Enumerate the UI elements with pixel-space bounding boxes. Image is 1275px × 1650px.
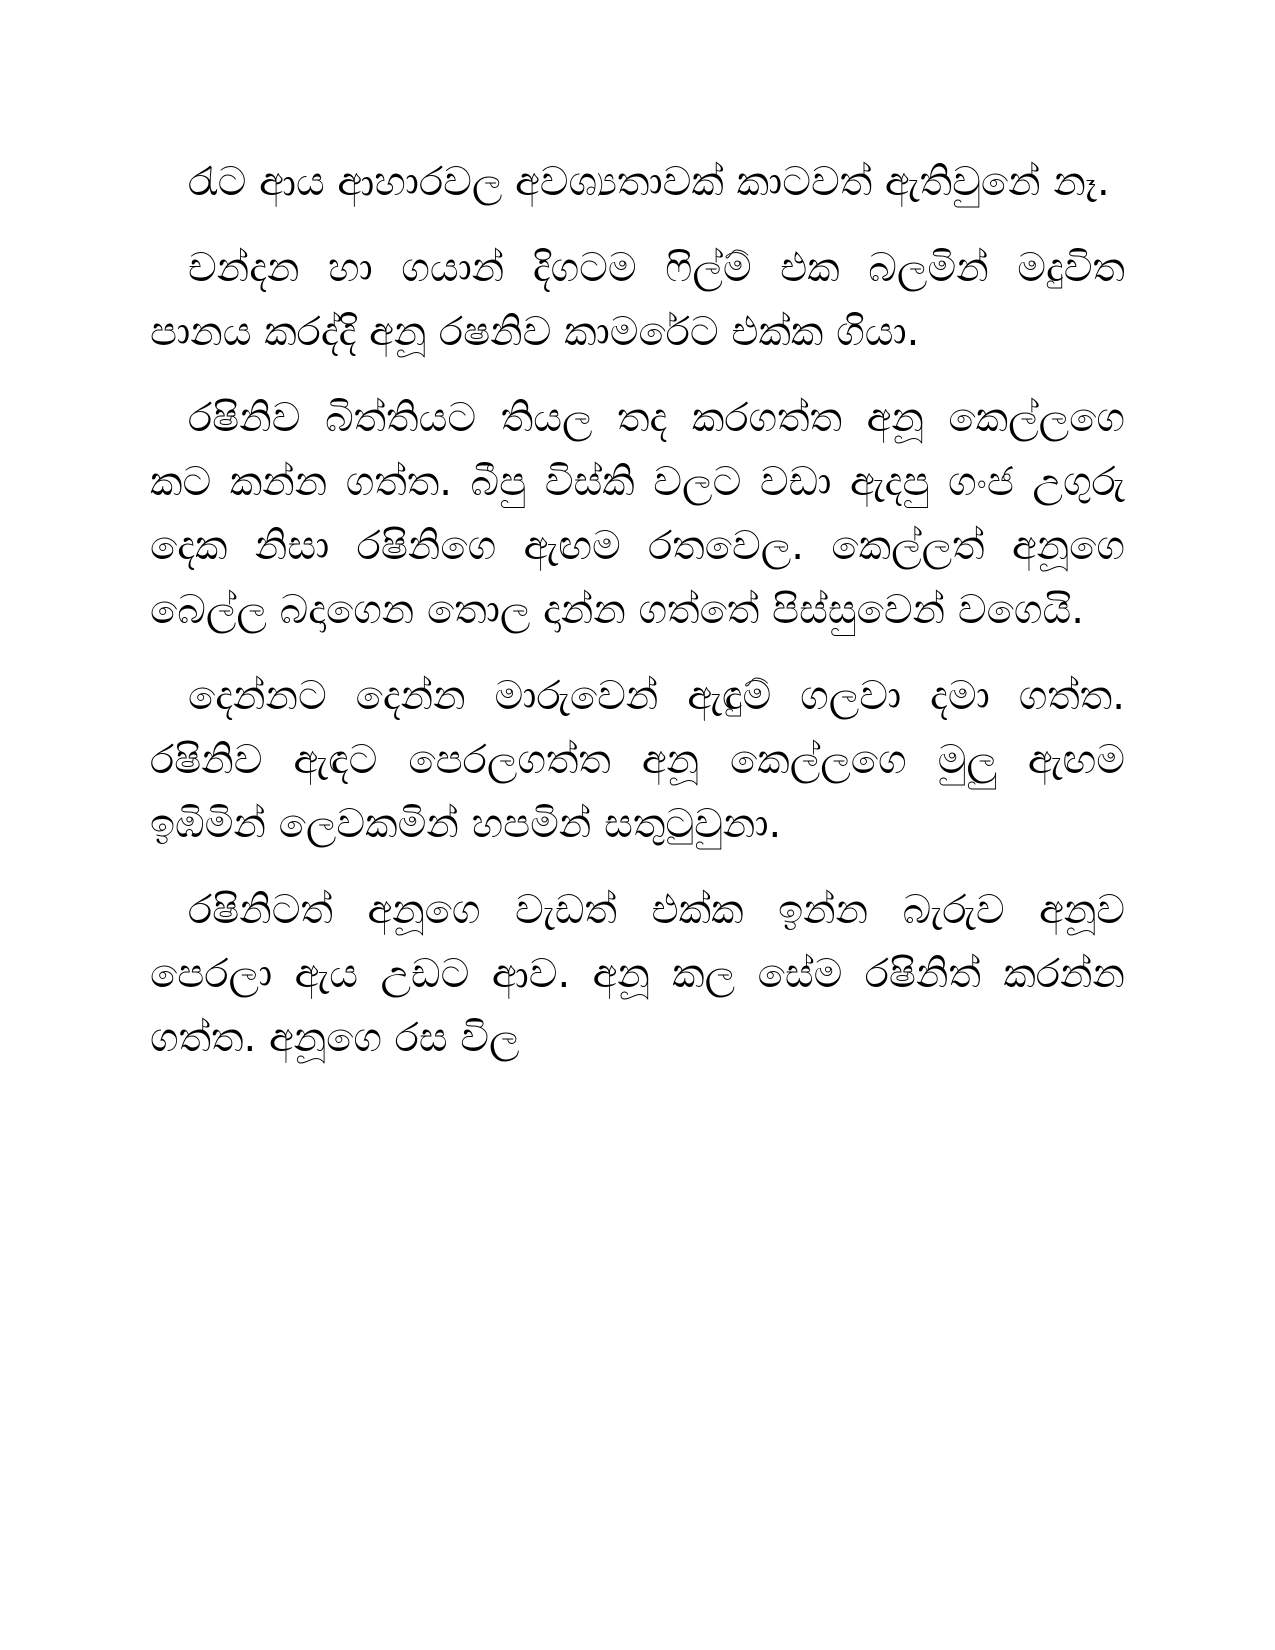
paragraph-3: රෂිනිව බිත්තියට තියල තද කරගත්ත අනූ කෙල්ලගෙ කට කන්න ගත්ත. බීපු විස්කි වලට වඩා ඇදපු ගංජ උගුරු දෙක නිසා රෂිනිගෙ ඇඟම රතවෙල. කෙල්ලත් අනූගෙ බෙල්ල බදාගෙන තොල දාන්න ගත්තේ පිස්සුවෙන් වගෙයි.	[150, 395, 1125, 633]
paragraph-1: රැට ආය ආහාරවල අවශ්‍යතාවක් කාටවත් ඇතිවුනේ නෑ.	[188, 159, 1110, 205]
paragraph-2: චන්දන හා ගයාන් දිගටම ෆිල්ම් එක බලමින් මදුවිත පානය කරද්දි අනූ රෂනිව කාමරේට එක්ක ගියා.	[150, 245, 1125, 355]
paragraph-5: රෂිනිටත් අනූගෙ වැඩත් එක්ක ඉන්න බැරුව අනූව පෙරලා ඇය උඩට ආව. අනූ කල සේම රෂිනිත් කරන්න ගත්ත. අනූගෙ රස විල	[150, 887, 1125, 1061]
document-body	[150, 150, 1125, 1092]
paragraph-4: දෙන්නට දෙන්න මාරුවෙන් ඇඳුම් ගලවා දමා ගත්ත. රෂිනිව ඇඳට පෙරලගත්ත අනූ කෙල්ලගෙ මුලු ඇඟම ඉඹිමින් ලෙවකමින් හපමින් සතුටුවුනා.	[150, 673, 1125, 847]
